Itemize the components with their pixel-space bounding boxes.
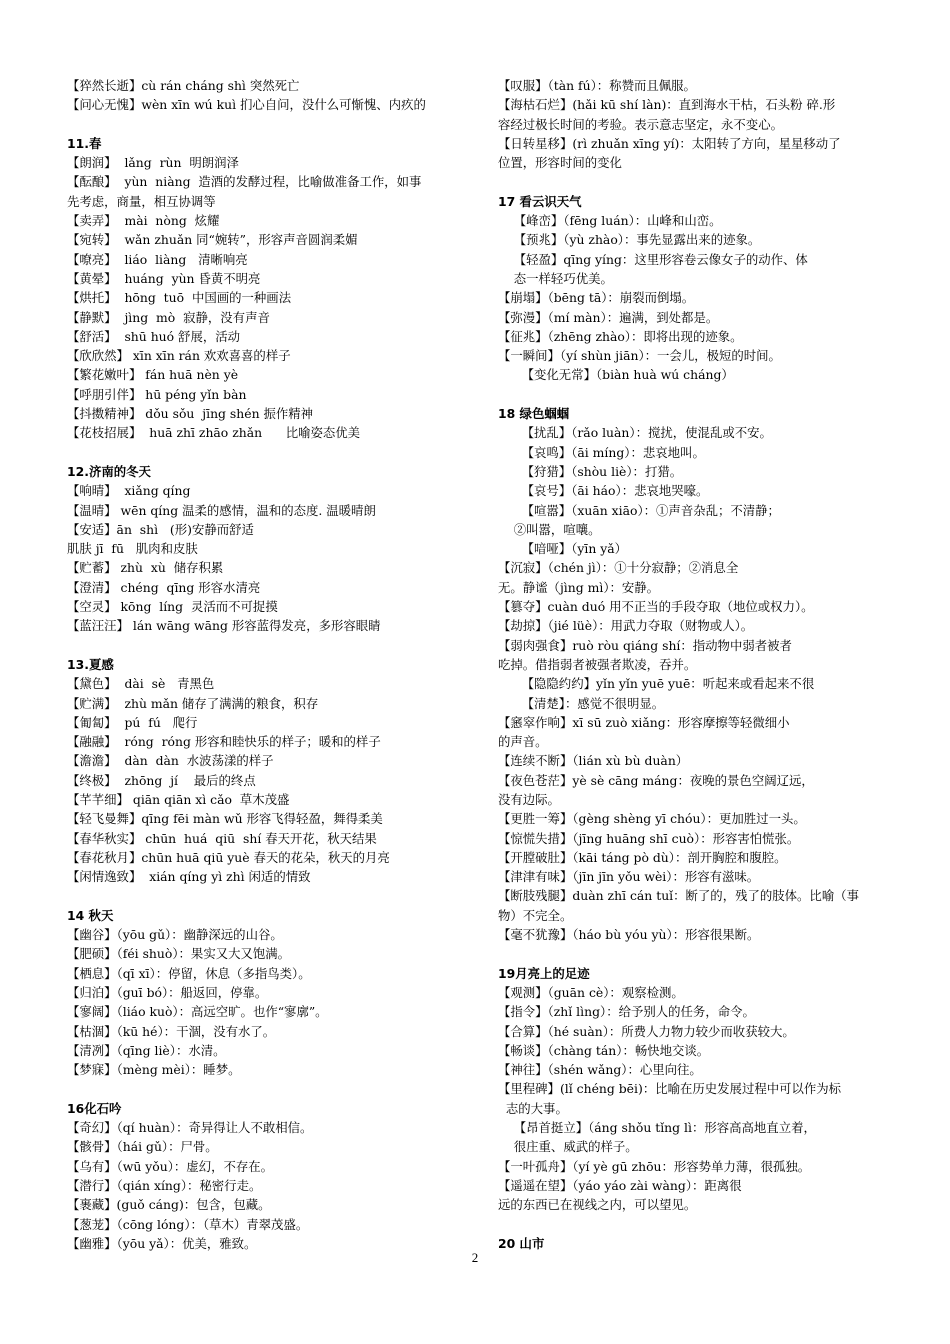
entry-line: 【弥漫】（mí màn）：遍满，到处都是。	[498, 309, 719, 325]
entry-line: 【喑哑】（yīn yǎ）	[498, 541, 628, 557]
entry-line: 【窸窣作响】xī sū zuò xiǎng：形容摩擦等轻微细小	[498, 714, 790, 730]
entry-line: 【合算】（hé suàn）：所费人力物力较少而收获较大。	[498, 1023, 795, 1039]
entry-line: 【哀鸣】（āi míng）：悲哀地叫。	[498, 444, 705, 460]
entry-line: 【狩猎】（shòu liè）：打猎。	[498, 463, 683, 479]
blank-line	[498, 944, 898, 963]
entry-line: 【卖弄】 mài nòng 炫耀	[67, 213, 220, 229]
entry-line: 【归泊】（guī bó）：船返回，停靠。	[67, 984, 268, 1000]
entry-line: 【澄清】 chéng qīng 形容水清亮	[67, 579, 261, 595]
entry-line: 物）不完全。	[498, 907, 573, 923]
blank-line	[498, 1215, 898, 1234]
entry-line: 【酝酿】 yùn niàng 造酒的发酵过程，比喻做准备工作，如事	[67, 174, 422, 190]
entry-line: 志的大事。	[498, 1100, 568, 1116]
entry-line: 【弱肉强食】ruò ròu qiáng shí：指动物中弱者被者	[498, 637, 792, 653]
entry-line: 先考虑，商量，相互协调等	[67, 193, 216, 209]
section-title: 19月亮上的足迹	[498, 965, 590, 981]
entry-line: 【轻盈】qīng yíng：这里形容卷云像女子的动作、体	[498, 251, 808, 267]
entry-line: 【抖擞精神】 dǒu sǒu jīng shén 振作精神	[67, 406, 314, 422]
entry-line: 【昂首挺立】（áng shǒu tǐng lì：形容高高地直立着，	[498, 1120, 816, 1136]
entry-line: 【肥硕】（féi shuò）：果实又大又饱满。	[67, 946, 291, 962]
entry-line: 【花枝招展】 huā zhī zhāo zhǎn 比喻姿态优美	[67, 425, 361, 441]
entry-line: 【峰峦】（fēng luán）：山峰和山峦。	[498, 213, 722, 229]
entry-line: 【春华秋实】 chūn huá qiū shí 春天开花，秋天结果	[67, 830, 377, 846]
entry-line: 【扰乱】（rǎo luàn）：搅扰，使混乱或不安。	[498, 425, 772, 441]
entry-line: 【嘹亮】 liáo liàng 清晰响亮	[67, 251, 248, 267]
page-number: 2	[471, 1250, 479, 1265]
entry-line: 【贮蓄】 zhù xù 储存积累	[67, 560, 224, 576]
entry-line: 【开膛破肚】（kāi táng pò dù）：剖开胸腔和腹腔。	[498, 849, 787, 865]
entry-line: 【清楚】：感觉不很明显。	[498, 695, 665, 711]
entry-line: 【连续不断】（lián xù bù duàn）	[498, 753, 689, 769]
section-title: 18 绿色蝈蝈	[498, 406, 570, 422]
entry-line: 【澹澹】 dàn dàn 水波荡漾的样子	[67, 753, 274, 769]
entry-line: 【神往】（shén wǎng）：心里向往。	[498, 1062, 702, 1078]
entry-line: 【毫不犹豫】（háo bù yóu yù）：形容很果断。	[498, 927, 760, 943]
entry-line: 无。静谧（jìng mì）：安静。	[498, 579, 660, 595]
entry-line: 【猝然长逝】cù rán cháng shì 突然死亡	[67, 78, 300, 93]
entry-line: 【融融】 róng róng 形容和睦快乐的样子；暖和的样子	[67, 734, 381, 750]
entry-line: 很庄重、威武的样子。	[498, 1139, 638, 1155]
section-title: 16化石吟	[67, 1100, 122, 1116]
entry-line: 【寥阔】（liáo kuò）：高远空旷。也作“寥廓”。	[67, 1004, 328, 1020]
entry-line: 的声音。	[498, 734, 548, 750]
entry-line: 【问心无愧】wèn xīn wú kuì 扪心自问，没什么可惭愧、内疚的	[67, 97, 426, 113]
entry-line: 【梦寐】（mèng mèi）：睡梦。	[67, 1062, 241, 1078]
entry-line: 【终极】 zhōng jí 最后的终点	[67, 772, 256, 788]
section-title: 13.夏感	[67, 656, 114, 672]
entry-line: 没有边际。	[498, 791, 560, 807]
entry-line: 【变化无常】（biàn huà wú cháng）	[498, 367, 734, 383]
entry-line: 位置，形容时间的变化	[498, 155, 622, 171]
entry-line: 【安适】ān shì (形)安静而舒适	[67, 521, 254, 537]
entry-line: 【叹服】（tàn fú）：称赞而且佩服。	[498, 78, 696, 93]
entry-line: 【哀号】（āi háo）：悲哀地哭嚎。	[498, 483, 709, 499]
entry-line: 【宛转】 wǎn zhuǎn 同“婉转”，形容声音圆润柔媚	[67, 232, 358, 248]
entry-line: 吃掉。借指弱者被强者欺凌，吞并。	[498, 656, 697, 672]
entry-line: 【贮满】 zhù mǎn 储存了满满的粮食，积存	[67, 695, 319, 711]
entry-line: 【观测】（guān cè）：观察检测。	[498, 984, 684, 1000]
entry-line: 【舒活】 shū huó 舒展，活动	[67, 328, 241, 344]
entry-line: 【篡夺】cuàn duó 用不正当的手段夺取（地位或权力）。	[498, 599, 814, 615]
entry-line: 【里程碑】(lǐ chéng bēi)：比喻在历史发展过程中可以作为标	[498, 1081, 842, 1097]
entry-line: ②叫嚣，喧嚷。	[498, 521, 601, 537]
entry-line: 态一样轻巧优美。	[498, 270, 613, 286]
entry-line: 【日转星移】(rì zhuǎn xīng yí)：太阳转了方向，星星移动了	[498, 135, 841, 151]
entry-line: 【响晴】 xiǎng qíng	[67, 483, 191, 499]
entry-line: 【遥遥在望】（yáo yáo zài wàng）：距离很	[498, 1177, 742, 1193]
blank-line	[498, 385, 898, 404]
entry-line: 【朗润】 lǎng rùn 明朗润泽	[67, 155, 239, 171]
section-title: 20 山市	[498, 1235, 545, 1251]
entry-line: 【幽谷】（yōu gǔ）：幽静深远的山谷。	[67, 927, 283, 943]
entry-line: 【烘托】 hōng tuō 中国画的一种画法	[67, 290, 292, 306]
entry-line: 【喧嚣】（xuān xiāo）：①声音杂乱；不清静；	[498, 502, 780, 518]
entry-line: 【黄晕】 huáng yùn 昏黄不明亮	[67, 270, 261, 286]
blank-line	[67, 115, 465, 134]
entry-line: 【征兆】（zhēng zhào）：即将出现的迹象。	[498, 328, 743, 344]
entry-line: 【裹藏】(guǒ cáng)：包含，包藏。	[67, 1197, 271, 1213]
section-title: 14 秋天	[67, 907, 114, 923]
entry-line: 【奇幻】（qí huàn）：奇异得让人不敢相信。	[67, 1120, 313, 1136]
blank-line	[67, 1079, 465, 1098]
entry-line: 【栖息】（qī xī）：停留，休息（多指鸟类）。	[67, 965, 311, 981]
entry-line: 【隐隐约约】yǐn yǐn yuē yuē：听起来或看起来不很	[498, 676, 815, 692]
entry-line: 【海枯石烂】(hǎi kū shí làn)：直到海水干枯，石头粉 碎.形	[498, 97, 836, 113]
entry-line: 【骸骨】（hái gǔ）：尸骨。	[67, 1139, 218, 1155]
entry-line: 【沉寂】（chén jì）：①十分寂静；②消息全	[498, 560, 739, 576]
entry-line: 【芊芊细】 qiān qiān xì cǎo 草木茂盛	[67, 791, 290, 807]
entry-line: 【欣欣然】 xīn xīn rán 欢欢喜喜的样子	[67, 348, 291, 364]
entry-line: 肌肤 jī fū 肌肉和皮肤	[67, 541, 198, 557]
entry-line: 【一瞬间】（yí shùn jiān）：一会儿，极短的时间。	[498, 348, 781, 364]
entry-line: 【一叶孤舟】（yí yè gū zhōu：形容势单力薄，很孤独。	[498, 1158, 811, 1174]
entry-line: 【津津有味】（jīn jīn yǒu wèi）：形容有滋味。	[498, 869, 760, 885]
section-title: 11.春	[67, 135, 102, 151]
blank-line	[67, 886, 465, 905]
entry-line: 【黛色】 dài sè 青黑色	[67, 676, 215, 692]
entry-line: 【枯涸】（kū hé）：干涸，没有水了。	[67, 1023, 276, 1039]
entry-line: 【轻飞曼舞】qīng fēi màn wǔ 形容飞得轻盈，舞得柔美	[67, 811, 383, 827]
entry-line: 【清冽】（qīng liè）：水清。	[67, 1042, 226, 1058]
section-title: 12.济南的冬天	[67, 463, 151, 479]
blank-line	[67, 443, 465, 462]
entry-line: 【闲情逸致】 xián qíng yì zhì 闲适的情致	[67, 869, 311, 885]
entry-line: 【葱茏】（cōng lóng）：（草木）青翠茂盛。	[67, 1216, 309, 1232]
entry-line: 【更胜一筹】（gèng shèng yī chóu）：更加胜过一头。	[498, 811, 806, 827]
blank-line	[498, 172, 898, 191]
entry-line: 【蓝汪汪】 lán wāng wāng 形容蓝得发亮，多形容眼睛	[67, 618, 381, 634]
entry-line: 【呼朋引伴】 hū péng yǐn bàn	[67, 386, 247, 402]
entry-line: 【乌有】（wū yǒu）：虚幻，不存在。	[67, 1158, 274, 1174]
entry-line: 容经过极长时间的考验。表示意志坚定，永不变心。	[498, 116, 783, 132]
entry-line: 【春花秋月】chūn huā qiū yuè 春天的花朵，秋天的月亮	[67, 849, 390, 865]
blank-line	[67, 636, 465, 655]
right-column	[498, 76, 898, 1253]
entry-line: 【预兆】（yù zhào）：事先显露出来的迹象。	[498, 232, 761, 248]
section-title: 17 看云识天气	[498, 193, 582, 209]
left-column	[67, 76, 465, 1253]
entry-line: 【崩塌】（bēng tā）：崩裂而倒塌。	[498, 290, 695, 306]
entry-line: 【匍匐】 pú fú 爬行	[67, 714, 198, 730]
entry-line: 【夜色苍茫】yè sè cāng máng：夜晚的景色空阔辽远，	[498, 772, 814, 788]
entry-line: 【潜行】（qián xíng）：秘密行走。	[67, 1177, 262, 1193]
entry-line: 【繁花嫩叶】 fán huā nèn yè	[67, 367, 239, 383]
entry-line: 【幽雅】（yōu yǎ）：优美，雅致。	[67, 1235, 257, 1251]
entry-line: 【温晴】 wēn qíng 温柔的感情，温和的态度. 温暖晴朗	[67, 502, 376, 518]
entry-line: 【指令】（zhǐ lìng）：给予别人的任务，命令。	[498, 1004, 755, 1020]
entry-line: 【劫掠】（jié lüè）：用武力夺取（财物或人）。	[498, 618, 754, 634]
entry-line: 【静默】 jìng mò 寂静，没有声音	[67, 309, 270, 325]
entry-line: 远的东西已在视线之内，可以望见。	[498, 1197, 697, 1213]
entry-line: 【惊慌失措】（jīng huāng shī cuò）：形容害怕慌张。	[498, 830, 800, 846]
entry-line: 【断肢残腿】duàn zhī cán tuǐ：断了的，残了的肢体。比喻（事	[498, 888, 859, 904]
entry-line: 【空灵】 kōng líng 灵活而不可捉摸	[67, 599, 278, 615]
entry-line: 【畅谈】（chàng tán）：畅快地交谈。	[498, 1042, 710, 1058]
